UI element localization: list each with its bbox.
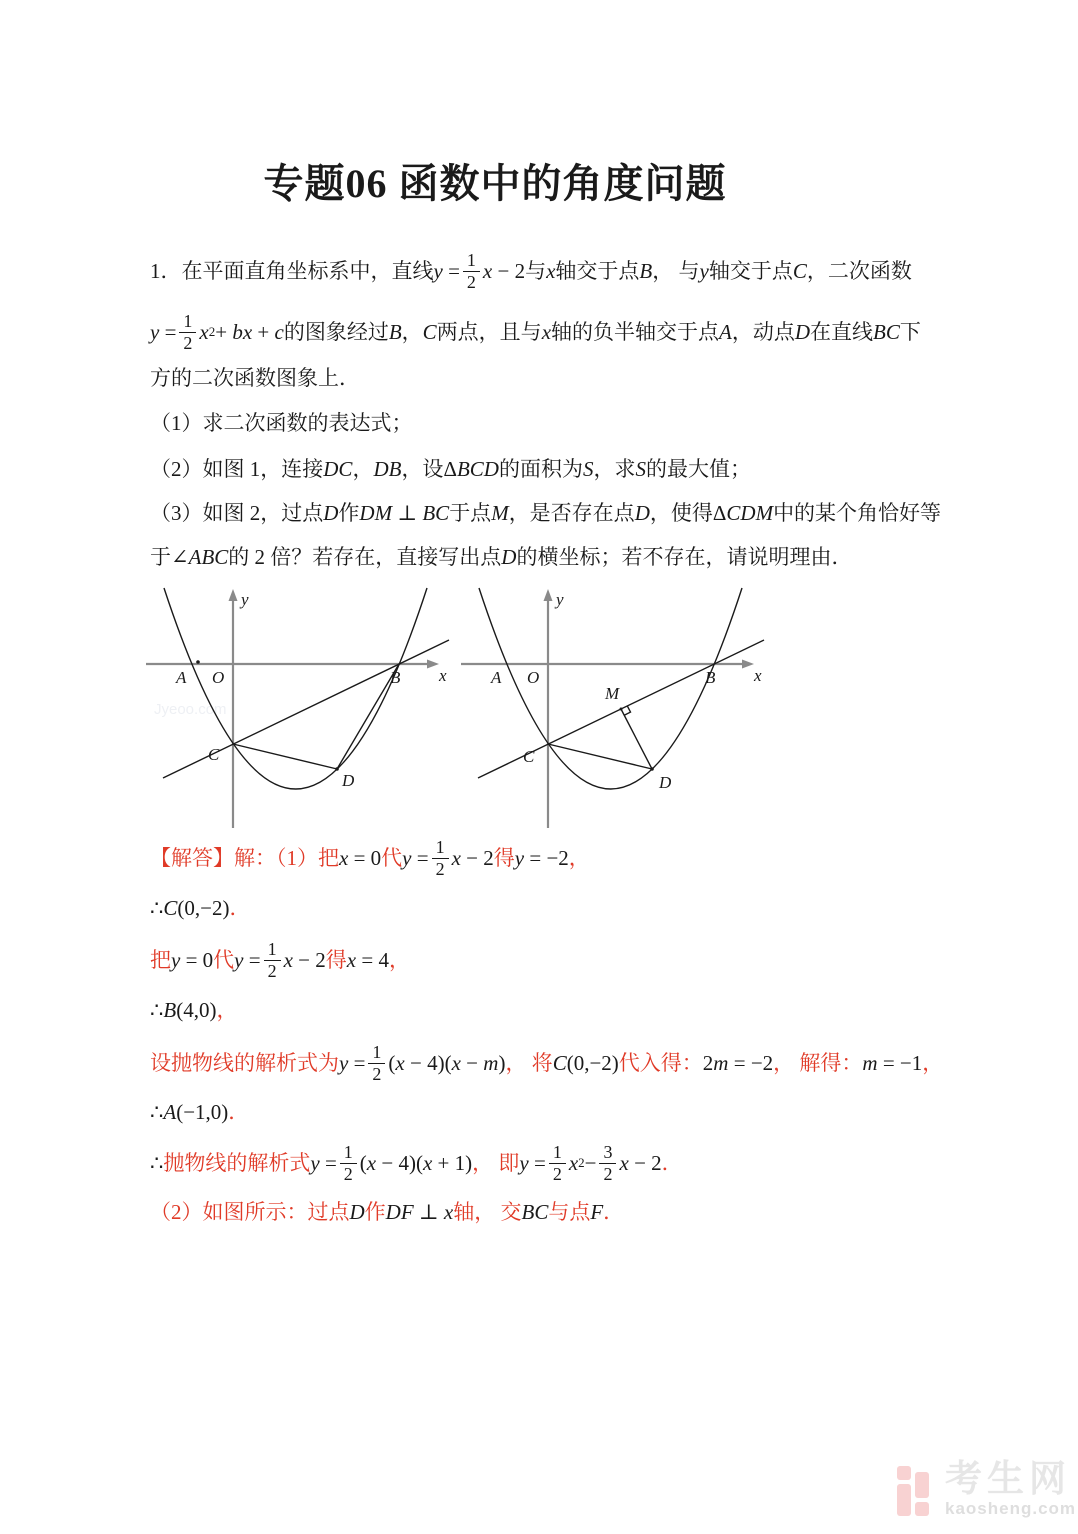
solution-line: [150, 932, 410, 988]
fraction: $\frac{1}{2}$: [264, 939, 281, 981]
point-d-marker: [335, 767, 339, 771]
text-run: 轴交于点: [708, 258, 793, 283]
math-text: x = 0: [339, 845, 382, 870]
math-text: + bx + c: [215, 319, 284, 344]
text-run: ．: [229, 895, 251, 920]
math-text: y =: [519, 1150, 546, 1175]
text-run: 抛物线的解析式: [163, 1150, 311, 1175]
kaosheng-brand-text: 考生网: [945, 1458, 1071, 1499]
text-run: 设抛物线的解析式为: [150, 1050, 339, 1075]
math-text: C(0,−2): [552, 1050, 619, 1075]
fraction: $\frac{1}{2}$: [179, 311, 196, 353]
problem-subquestion-1: [150, 411, 413, 435]
math-text: A(−1,0): [163, 1099, 229, 1124]
fraction: $\frac{3}{2}$: [599, 1142, 616, 1184]
problem-line: [150, 244, 912, 298]
text-run: 的横坐标；若不存在，请说明理由．: [516, 544, 853, 569]
math-text: C: [792, 258, 807, 283]
text-run: ， 解得：: [773, 1050, 863, 1075]
figure-2: [455, 588, 765, 830]
problem-subquestion-2: [150, 457, 751, 481]
math-text: (x − 4)(x + 1): [359, 1150, 473, 1175]
solution-line: ∴ 抛物线的解析式 y = $\frac{1}{2}$ (x − 4)(x + 1) ， 即 y = $\frac{1}{2}$ x 2 − $\frac{3}{2}$ x − 2 ．: [150, 1141, 683, 1184]
problem-line: [150, 545, 852, 569]
math-text: x − 2: [619, 1150, 662, 1175]
fig2-y-label: y: [556, 590, 564, 609]
text-run: ．: [661, 1150, 683, 1175]
segment-cd: [233, 744, 337, 769]
math-text: x: [199, 319, 209, 344]
text-run: （2）如图 1，连接: [150, 456, 324, 481]
math-text: BC: [521, 1199, 549, 1224]
text-run: ∴: [150, 1099, 164, 1124]
fraction: $\frac{1}{2}$: [340, 1142, 357, 1184]
y-axis-arrow-icon: [544, 589, 553, 601]
math-text: C: [422, 319, 437, 344]
text-run: ， 将: [505, 1050, 553, 1075]
text-run: 与点: [548, 1199, 591, 1224]
math-text: A: [719, 319, 732, 344]
math-text: D: [349, 1199, 365, 1224]
math-text: x − 2: [451, 845, 494, 870]
point-marker: [196, 660, 200, 664]
math-text: y =: [310, 1150, 337, 1175]
fig2-b-label: B: [705, 668, 716, 687]
math-text: DB: [373, 456, 402, 481]
text-run: ，: [216, 997, 238, 1022]
math-text: DM ⊥ BC: [359, 500, 450, 525]
math-text: ΔCDM: [712, 500, 774, 525]
text-run: 与: [525, 258, 547, 283]
text-run: （2）如图所示：过点: [150, 1199, 350, 1224]
math-text: BC: [873, 319, 900, 344]
point-d-marker: [650, 767, 654, 771]
segment-dm: [621, 709, 652, 769]
text-run: 下: [899, 319, 921, 344]
text-run: 两点，且与: [436, 319, 542, 344]
solution-line: [150, 1035, 943, 1091]
math-text: y = −2: [514, 845, 569, 870]
fig1-o-label: O: [212, 668, 225, 687]
math-text: y: [699, 258, 709, 283]
text-run: 于点: [449, 500, 492, 525]
math-text: m = −1: [862, 1050, 923, 1075]
text-run: ，是否存在点: [508, 500, 635, 525]
math-text: x: [568, 1150, 579, 1175]
fraction: $\frac{1}{2}$: [549, 1142, 566, 1184]
text-run: 轴的负半轴交于点: [551, 319, 720, 344]
text-run: 于: [150, 544, 171, 569]
fig2-d-label: D: [659, 773, 672, 792]
y-axis-arrow-icon: [229, 589, 238, 601]
math-text: B: [388, 319, 402, 344]
fig1-c-label: C: [208, 745, 220, 764]
text-run: 把: [150, 947, 171, 972]
math-text: DC: [323, 456, 353, 481]
math-text: (x − 4)(x − m): [388, 1050, 506, 1075]
text-run: ，: [388, 947, 410, 972]
solution-line: [150, 1200, 624, 1224]
text-run: ， 与: [652, 258, 700, 283]
fraction: $\frac{1}{2}$: [432, 837, 449, 879]
text-run: ，使得: [649, 500, 713, 525]
text-run: ，: [922, 1050, 944, 1075]
text-run: ，: [401, 319, 423, 344]
math-text: ∠ABC: [171, 544, 229, 569]
math-text: y =: [339, 1050, 366, 1075]
text-run: ．: [603, 1199, 625, 1224]
fig1-x-label: x: [439, 666, 447, 685]
text-run: 轴， 交: [453, 1199, 522, 1224]
math-text: F: [590, 1199, 604, 1224]
text-run: ∴: [150, 997, 164, 1022]
kaosheng-logo-icon: [897, 1466, 933, 1520]
text-run: 【解答】解：（1）把: [150, 845, 339, 870]
text-run: 轴交于点: [555, 258, 640, 283]
problem-line: y = $\frac{1}{2}$ x 2 + bx + c 的图象经过 B ， C 两点，且与 x 轴的负半轴交于点 A ，动点 D 在直线 BC 下: [150, 310, 921, 353]
text-run: 得: [325, 947, 347, 972]
math-text: x: [541, 319, 552, 344]
segment-cd: [548, 744, 652, 769]
fig1-b-label: B: [390, 668, 401, 687]
fig1-a-label: A: [176, 668, 187, 687]
text-run: ，求: [593, 456, 636, 481]
text-run: 的最大值；: [645, 456, 751, 481]
math-text: M: [491, 500, 509, 525]
text-run: ∴: [150, 895, 164, 920]
math-text: DF ⊥ x: [385, 1199, 454, 1224]
text-run: ，动点: [731, 319, 795, 344]
math-text: x − 2: [482, 258, 526, 283]
text-run: ，: [568, 845, 590, 870]
math-text: 2m = −2: [702, 1050, 774, 1075]
fig2-a-label: A: [491, 668, 502, 687]
text-run: ，二次函数: [806, 258, 912, 283]
math-text: D: [794, 319, 811, 344]
kaosheng-text-block: [945, 1460, 1076, 1519]
math-text: x = 4: [346, 947, 389, 972]
math-text: D: [501, 544, 517, 569]
figure-1: [140, 588, 450, 830]
kaosheng-domain-text: kaosheng.com: [945, 1499, 1077, 1518]
kaosheng-watermark: [897, 1460, 1076, 1520]
text-run: 得: [493, 845, 515, 870]
math-text: y =: [234, 947, 261, 972]
text-run: 作: [364, 1199, 386, 1224]
text-run: 1．在平面直角坐标系中，直线: [150, 258, 434, 283]
figure1-watermark: Jyeoo.com: [154, 701, 227, 718]
text-run: 在直线: [810, 319, 874, 344]
text-run: ．: [228, 1099, 250, 1124]
fig1-y-label: y: [241, 590, 249, 609]
math-text: B: [639, 258, 653, 283]
text-run: ∴: [150, 1150, 164, 1175]
text-run: 作: [338, 500, 360, 525]
text-run: （3）如图 2，过点: [150, 500, 324, 525]
text-run: 代: [213, 947, 235, 972]
point-m-marker: [620, 708, 623, 711]
math-text: y =: [402, 845, 429, 870]
solution-line: [150, 896, 250, 920]
solution-line: [150, 832, 590, 884]
fig1-d-label: D: [342, 771, 355, 790]
math-text: x: [546, 258, 556, 283]
solution-line: [150, 998, 237, 1022]
fraction: $\frac{1}{2}$: [463, 250, 480, 292]
math-text: −: [584, 1150, 597, 1175]
math-text: y = 0: [171, 947, 214, 972]
text-run: 代入得：: [618, 1050, 703, 1075]
fig2-c-label: C: [523, 747, 535, 766]
math-text: y =: [433, 258, 460, 283]
math-text: x − 2: [283, 947, 326, 972]
fig2-o-label: O: [527, 668, 540, 687]
fig2-x-label: x: [754, 666, 762, 685]
math-text: B(4,0): [163, 997, 217, 1022]
math-text: ΔBCD: [443, 456, 499, 481]
solution-line: [150, 1100, 249, 1124]
problem-subquestion-3: [150, 501, 941, 525]
math-text: S: [635, 456, 646, 481]
text-run: 中的某个角恰好等: [773, 500, 942, 525]
math-text: D: [323, 500, 339, 525]
math-text: S: [582, 456, 594, 481]
fig2-m-label: M: [605, 684, 620, 703]
math-text: D: [634, 500, 650, 525]
x-axis-arrow-icon: [742, 660, 754, 669]
text-run: ， 即: [472, 1150, 520, 1175]
text-run: 方的二次函数图象上．: [150, 365, 360, 390]
text-run: ，: [352, 456, 374, 481]
text-run: 的 2 倍？若存在，直接写出点: [228, 544, 502, 569]
text-run: 的面积为: [498, 456, 583, 481]
fraction: $\frac{1}{2}$: [368, 1042, 385, 1084]
page-title: 专题06 函数中的角度问题: [263, 161, 727, 206]
text-run: 的图象经过: [283, 319, 389, 344]
text-run: ，设: [401, 456, 444, 481]
problem-line: [150, 366, 360, 390]
text-run: 代: [381, 845, 403, 870]
math-text: C(0,−2): [163, 895, 230, 920]
x-axis-arrow-icon: [427, 660, 439, 669]
text-run: （1）求二次函数的表达式；: [150, 410, 413, 435]
math-text: y =: [150, 319, 177, 344]
